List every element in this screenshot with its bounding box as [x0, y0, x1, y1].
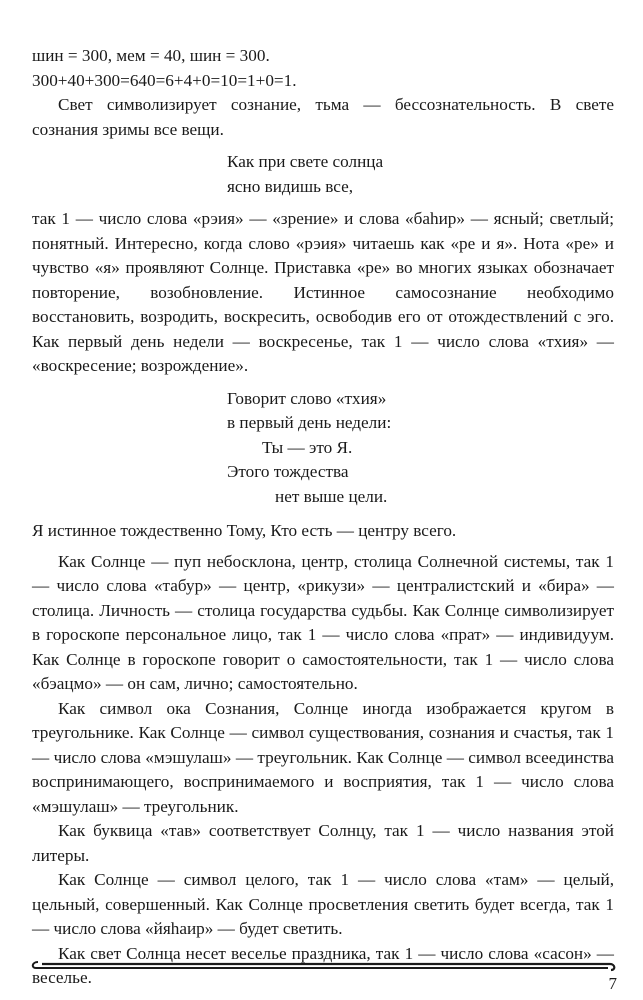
page-number: 7 [608, 974, 617, 993]
poem-line: в первый день недели: [227, 413, 392, 432]
paragraph: Как символ ока Сознания, Солнце иногда изображается кругом в треугольнике. Как Солнце — символ существования, сознания и счастья, так 1 — число слова «мэшулаш» — треугольник. Как Солнце — символ всеединства воспринимающего, воспринимаемого и восприятия, так 1 — число слова «мэшулаш» — треугольник. [32, 698, 614, 816]
paragraph: Как буквица «тав» соответствует Солнцу, так 1 — число названия этой литеры. [32, 821, 614, 865]
poem-line: Ты — это Я. [262, 437, 353, 457]
poem-block [32, 387, 614, 510]
paragraph: Я истинное тождественно Тому, Кто есть — центру всего. [32, 521, 457, 540]
paragraph: Как свет Солнца несет веселье праздника, так 1 — число слова «сасон» — веселье. [32, 943, 614, 987]
decorative-footer-rule [28, 958, 618, 974]
page-body [32, 44, 614, 991]
paragraph: так 1 — число слова «рэия» — «зрение» и слова «баһир» — ясный; светлый; понятный. Интересно, когда слово «рэия» читаешь как «ре и я». Нота «ре» и чувство «я» проявляют Солнце. Приставка «ре» во многих языках обозначает повторение, возобновление. Истинное самосознание необходимо восстановить, возродить, воскресить, освободив его от отождествлений с эго. Как первый день недели — воскресенье, так 1 — число слова «тхия» — «воскресение; возрождение». [32, 209, 614, 375]
poem-line: Как при свете солнца [227, 152, 384, 171]
poem-line: ясно видишь все, [227, 176, 354, 196]
poem-line: Говорит слово «тхия» [227, 388, 387, 408]
formula-line: шин = 300, мем = 40, шин = 300. [32, 46, 270, 65]
poem-line: Этого тождества [227, 462, 349, 481]
paragraph: Как Солнце — пуп небосклона, центр, столица Солнечной системы, так 1 — число слова «табур» — центр, «рикузи» — централистский и «бира» — столица. Личность — столица государства судьбы. Как Солнце символизирует в гороскопе персональное лицо, так 1 — число слова «прат» — индивидуум. Как Солнце в гороскопе говорит о самостоятельности, так 1 — число слова «бэацмо» — он сам, лично; самостоятельно. [32, 551, 614, 693]
paragraph: Как Солнце — символ целого, так 1 — число слова «там» — целый, цельный, совершенный. Как Солнце просветления светить будет всегда, так 1 — число слова «йяһаир» — будет светить. [32, 870, 614, 938]
poem-block [32, 150, 614, 199]
formula-line: 300+40+300=640=6+4+0=10=1+0=1. [32, 70, 297, 90]
poem-line: нет выше цели. [275, 486, 388, 506]
paragraph: Свет символизирует сознание, тьма — бессознательность. В свете сознания зримы все вещи. [32, 95, 614, 139]
